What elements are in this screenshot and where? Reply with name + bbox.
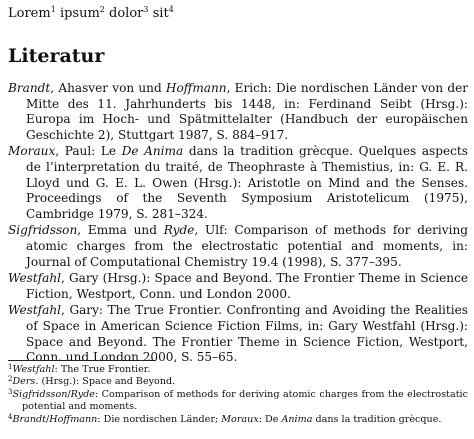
sample-text-line	[8, 6, 174, 22]
bibliography-entry: Brandt, Ahasver von und Hoffmann, Erich: Die nordischen Länder von der Mitte des 11. Jahrhunderts bis 1448, in: Ferdinand Seibt (Hrsg.): Europa im Hoch- und Spätmittelalter (Handbuch der europäischen Geschichte 2), Stuttgart 1987, S. 884–917.	[8, 81, 469, 142]
author-name: Brandt	[8, 81, 51, 95]
footnote: $^1$Westfahl: The True Frontier.	[8, 363, 151, 375]
author-name: Hoffmann	[165, 81, 227, 95]
footnote-mark[interactable]: 2	[99, 5, 105, 14]
author-name: Sigfridsson	[12, 388, 68, 400]
footnotes	[8, 364, 468, 426]
work-title: Anima	[281, 413, 313, 425]
word: sit	[152, 6, 169, 21]
word: dolor	[109, 6, 144, 21]
footnote-number: 2	[8, 375, 13, 384]
word: ipsum	[59, 6, 100, 21]
author-name: Westfahl	[12, 364, 55, 375]
author-name: Hoffmann	[49, 413, 98, 425]
word: Lorem	[8, 6, 51, 21]
bibliography-entry: Westfahl, Gary (Hrsg.): Space and Beyond. The Frontier Theme in Science Fiction, Westport, Conn. und London 2000.	[8, 271, 468, 301]
footnote-mark[interactable]: 4	[168, 5, 174, 14]
author-name: Brandt	[12, 413, 47, 425]
footnote: $^4$Brandt/Hoffmann: Die nordischen Länder; Moraux: De Anima dans la tradition grècque.	[8, 412, 442, 425]
footnote-divider	[8, 360, 156, 361]
author-name: Sigfridsson	[8, 223, 78, 238]
footnote-mark[interactable]: 1	[50, 5, 56, 14]
author-name: Ders.	[12, 376, 39, 388]
bibliography-entry: Sigfridsson, Emma und Ryde, Ulf: Comparison of methods for deriving atomic charges from the electrostatic potential and moments, in: Journal of Computational Chemistry 19.4 (1998), S. 377–395.	[8, 223, 468, 269]
section-heading: Literatur	[8, 45, 105, 67]
bibliography-entry: Westfahl, Gary: The True Frontier. Confronting and Avoiding the Realities of Space in American Science Fiction Films, in: Gary Westfahl (Hrsg.): Space and Beyond. The Frontier Theme in Science Fiction, Westport, Conn. und London 2000, S. 55–65.	[8, 303, 468, 365]
footnote: $^3$Sigfridsson/Ryde: Comparison of methods for deriving atomic charges from the electrostatic potential and moments.	[8, 387, 468, 413]
bibliography-list	[8, 81, 468, 367]
bibliography-entry: Moraux, Paul: Le De Anima dans la tradition grècque. Quelques aspects de l’interpretation du traité, de Theophraste à Themistius, in: G. E. R. Lloyd und G. E. L. Owen (Hrsg.): Aristotle on Mind and the Senses. Proceedings of the Seventh Symposium Aristotelicum (1975), Cambridge 1979, S. 281–324.	[8, 144, 468, 221]
footnote-mark[interactable]: 3	[143, 5, 149, 14]
work-title: De Anima	[121, 144, 184, 159]
footnote-number: 3	[8, 387, 13, 396]
author-name: Moraux	[221, 413, 259, 425]
author-name: Westfahl	[8, 303, 62, 318]
author-name: Ryde	[163, 223, 195, 238]
footnote-number: 4	[8, 412, 13, 421]
footnote: $^2$Ders. (Hrsg.): Space and Beyond.	[8, 375, 176, 388]
author-name: Moraux	[8, 144, 56, 159]
footnote-number: 1	[8, 363, 13, 371]
author-name: Westfahl	[8, 271, 62, 286]
author-name: Ryde	[70, 388, 95, 400]
